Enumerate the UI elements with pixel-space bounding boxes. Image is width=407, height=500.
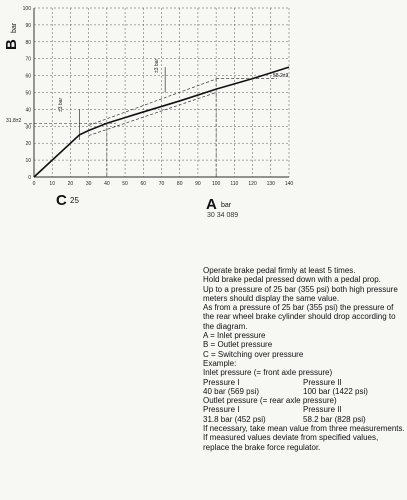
x-axis-ticks: [33, 181, 294, 187]
x-tick-label: 100: [211, 181, 221, 187]
right-marker-label: 58.2±3: [273, 73, 289, 79]
y-axis-letter: B: [3, 39, 20, 50]
y-tick-label: 0: [28, 175, 31, 181]
instruction-line: Up to a pressure of 25 bar (355 psi) both high pressure meters should display the same value.: [203, 284, 398, 303]
inlet-heading: Inlet pressure (= front axle pressure): [203, 368, 333, 378]
y-tick-label: 70: [25, 56, 31, 63]
outlet-v2: 58.2 bar (828 psi): [303, 414, 366, 424]
tolerance-lower: [89, 93, 216, 136]
chart-grid: [34, 8, 289, 177]
inlet-v1: 40 bar (569 psi): [203, 386, 260, 396]
right-tolerance-label: ±3 bar: [154, 58, 160, 73]
instruction-line: As from a pressure of 25 bar (355 psi) the pressure of the rear wheel brake cylinder should drop according to the diagram.: [203, 303, 396, 331]
chart-lines: [24, 67, 289, 177]
inlet-table-header: [203, 378, 405, 387]
inlet-v2: 100 bar (1422 psi): [303, 386, 368, 396]
x-tick-label: 120: [248, 181, 257, 187]
x-tick-label: 10: [49, 181, 55, 187]
inlet-table-values: [203, 387, 405, 396]
outlet-heading: Outlet pressure (= rear axle pressure): [203, 396, 337, 406]
left-marker-label: 31.8±2: [6, 118, 22, 124]
x-tick-label: 90: [195, 181, 201, 187]
x-axis-letter: A: [206, 196, 217, 213]
instruction-line: Hold brake pedal pressed down with a pedal prop.: [203, 275, 381, 285]
y-tick-label: 80: [25, 39, 31, 46]
x-tick-label: 80: [176, 181, 183, 187]
outlet-v1: 31.8 bar (452 psi): [203, 414, 266, 424]
y-tick-label: 10: [25, 158, 31, 165]
x-tick-label: 20: [67, 181, 74, 187]
x-tick-label: 130: [266, 181, 275, 187]
example-heading: Example:: [203, 358, 237, 368]
x-tick-label: 30: [85, 181, 92, 187]
inlet-h2: Pressure II: [303, 377, 342, 387]
outlet-h1: Pressure I: [203, 405, 240, 415]
y-tick-label: 90: [25, 22, 31, 29]
legend-a: A = Inlet pressure: [203, 331, 266, 341]
legend-b: B = Outlet pressure: [203, 340, 273, 350]
x-tick-label: 140: [284, 181, 294, 187]
x-tick-label: 60: [140, 181, 147, 187]
y-axis-ticks: [23, 6, 32, 181]
outlet-table-header: [203, 405, 405, 414]
y-axis-unit: bar: [11, 22, 18, 33]
tolerance-upper: [89, 79, 216, 125]
x-axis-unit: bar: [221, 202, 232, 209]
instruction-line: Operate brake pedal firmly at least 5 times.: [203, 266, 356, 275]
legend-c: C = Switching over pressure: [203, 349, 304, 359]
x-tick-label: 40: [104, 181, 110, 187]
y-tick-label: 100: [22, 6, 31, 12]
outlet-h2: Pressure II: [303, 405, 342, 415]
x-tick-label: 110: [230, 181, 239, 187]
figure-id: 30 34 089: [207, 212, 239, 219]
y-tick-label: 40: [25, 107, 31, 114]
y-tick-label: 60: [25, 73, 31, 80]
inlet-h1: Pressure I: [203, 377, 240, 387]
footer-line: If necessary, take mean value from three measurements.: [203, 424, 405, 434]
y-tick-label: 20: [25, 141, 31, 148]
x-tick-label: 50: [122, 181, 128, 187]
instructions-text: [203, 266, 405, 452]
footer-line: If measured values deviate from specified values, replace the brake force regulator.: [203, 433, 379, 452]
y-tick-label: 50: [25, 90, 31, 97]
outlet-table-values: [203, 415, 405, 424]
y-tick-label: 30: [25, 124, 31, 131]
c-value: 25: [70, 196, 79, 205]
x-tick-label: 70: [158, 181, 165, 187]
x-tick-label: 0: [32, 181, 36, 187]
c-label: C: [56, 192, 67, 209]
left-tolerance-label: ±3 bar: [58, 97, 64, 112]
